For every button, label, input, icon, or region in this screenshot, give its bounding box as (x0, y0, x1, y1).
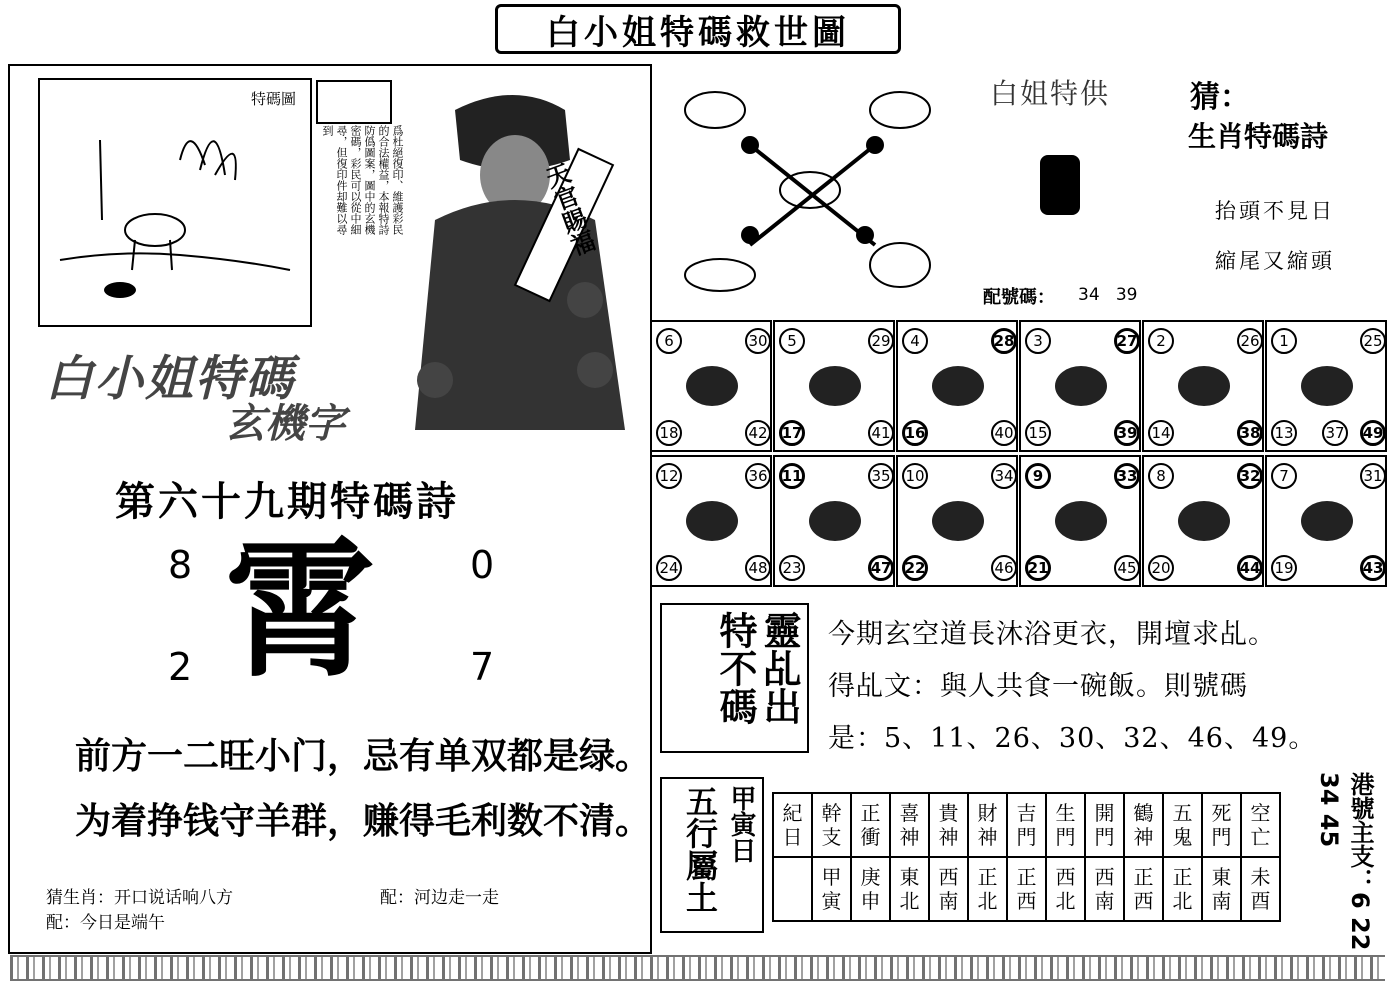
oracle-line-3: 是：5、11、26、30、32、46、49。 (828, 723, 1317, 754)
special-code-picture (38, 78, 312, 327)
picture-label: 特碼圖 (250, 90, 296, 108)
zodiac-poem-line-2: 縮尾又縮頭 (1215, 249, 1335, 273)
zodiac-number: 3 (1025, 328, 1051, 354)
five-elements-box (660, 777, 764, 933)
oracle-badge-text: 靈乩出特不碼 (713, 611, 802, 725)
zodiac-number: 19 (1271, 555, 1297, 581)
guess-line-1: 猜生肖：开口说话响八方 (46, 888, 233, 908)
zodiac-number: 42 (745, 420, 771, 446)
almanac-value-cell: 西南 (929, 857, 968, 921)
zodiac-number: 37 (1322, 420, 1348, 446)
poem-line-2: 为着挣钱守羊群，赚得毛利数不清。 (75, 801, 652, 842)
zodiac-number: 34 (991, 463, 1017, 489)
zodiac-number: 2 (1148, 328, 1174, 354)
almanac-header-cell: 五鬼 (1163, 793, 1202, 857)
page-title: 白小姐特碼救世圖 (495, 4, 901, 54)
zodiac-number: 27 (1114, 328, 1140, 354)
almanac-header-cell: 幹支 (812, 793, 851, 857)
zodiac-cell (1142, 455, 1264, 587)
zodiac-number: 25 (1360, 328, 1386, 354)
pair-numbers-label: 配號碼： (983, 287, 1055, 308)
zodiac-number: 44 (1237, 555, 1263, 581)
almanac-value-cell: 西南 (1085, 857, 1124, 921)
almanac-value-cell: 庚申 (851, 857, 890, 921)
oracle-line-2: 得乩文：與人共食一碗飯。則號碼 (828, 671, 1248, 702)
zodiac-number: 16 (902, 420, 928, 446)
almanac-value-cell: 東北 (890, 857, 929, 921)
zodiac-number: 22 (902, 555, 928, 581)
zodiac-number: 28 (991, 328, 1017, 354)
zodiac-number: 35 (868, 463, 894, 489)
zodiac-cell (1265, 320, 1387, 452)
zodiac-number: 7 (1271, 463, 1297, 489)
zodiac-animal-icon (686, 501, 738, 541)
zodiac-number: 18 (656, 420, 682, 446)
zodiac-number: 41 (868, 420, 894, 446)
almanac-header-cell: 正衝 (851, 793, 890, 857)
zodiac-cell (650, 455, 772, 587)
zodiac-number: 23 (779, 555, 805, 581)
almanac-value-cell: 甲寅 (812, 857, 851, 921)
zodiac-animal-icon (1301, 501, 1353, 541)
zodiac-animal-icon (809, 501, 861, 541)
zodiac-poem-line-1: 抬頭不見日 (1215, 199, 1335, 223)
almanac-header-cell: 鶴神 (1124, 793, 1163, 857)
zodiac-animal-icon (1178, 501, 1230, 541)
zodiac-number: 33 (1114, 463, 1140, 489)
five-elements-left: 五行屬土 (681, 785, 719, 913)
zodiac-number: 32 (1237, 463, 1263, 489)
almanac-header-cell: 死門 (1202, 793, 1241, 857)
almanac-value-cell: 正北 (968, 857, 1007, 921)
zodiac-number: 29 (868, 328, 894, 354)
zodiac-number: 39 (1114, 420, 1140, 446)
almanac-value-cell: 未酉 (1241, 857, 1280, 921)
almanac-value-cell: 正西 (1124, 857, 1163, 921)
guess-line-2: 配：河边走一走 (380, 888, 499, 908)
riddle-silhouette (1040, 155, 1080, 215)
zodiac-number: 13 (1271, 420, 1297, 446)
zodiac-animal-icon (1055, 366, 1107, 406)
zodiac-number: 26 (1237, 328, 1263, 354)
riddle-character: 霄 (225, 522, 376, 698)
zodiac-number: 17 (779, 420, 805, 446)
zodiac-number: 8 (1148, 463, 1174, 489)
ox-reed-illustration (40, 80, 310, 325)
zodiac-animal-icon (1055, 501, 1107, 541)
port-numbers: 港號主支：6 22 34 45 (1315, 772, 1374, 951)
zodiac-cell (773, 320, 895, 452)
digit-bottom-right: 7 (470, 645, 495, 689)
bottom-border (10, 955, 1385, 981)
zodiac-cell (650, 320, 772, 452)
zodiac-cell (1019, 455, 1141, 587)
pair-numbers-value: 34 39 (1078, 285, 1138, 305)
zodiac-number: 11 (779, 463, 805, 489)
almanac-value-cell: 正北 (1163, 857, 1202, 921)
almanac-table (772, 792, 1281, 922)
anti-copy-notice: 爲杜絕復印、維護彩民的合法權益，本報特詩防僞圖案，圖中的玄機密碼，彩民可以從中細尋，但復印件却難以尋到 (321, 125, 404, 235)
zodiac-animal-icon (1178, 366, 1230, 406)
almanac-value-cell: 西北 (1046, 857, 1085, 921)
zodiac-number: 47 (868, 555, 894, 581)
zodiac-number: 38 (1237, 420, 1263, 446)
brand-subtitle: 玄機字 (225, 401, 345, 447)
zodiac-number: 10 (902, 463, 928, 489)
brand-title: 白小姐特碼 (45, 351, 296, 407)
almanac-header-cell: 吉門 (1007, 793, 1046, 857)
supplier-label: 白姐特供 (990, 77, 1111, 110)
zodiac-cell (1265, 455, 1387, 587)
zodiac-number: 5 (779, 328, 805, 354)
almanac-header-cell: 貴神 (929, 793, 968, 857)
zodiac-cell (896, 320, 1018, 452)
zodiac-cell (773, 455, 895, 587)
zodiac-number: 1 (1271, 328, 1297, 354)
digit-bottom-left: 2 (168, 645, 193, 689)
zodiac-number: 43 (1360, 555, 1386, 581)
zodiac-number: 20 (1148, 555, 1174, 581)
almanac-header-cell: 喜神 (890, 793, 929, 857)
zodiac-animal-icon (686, 366, 738, 406)
zodiac-cell (1142, 320, 1264, 452)
zodiac-number: 31 (1360, 463, 1386, 489)
zodiac-animal-icon (1301, 366, 1353, 406)
zodiac-cell (1019, 320, 1141, 452)
notice-box (316, 80, 392, 124)
almanac-value-cell (773, 857, 812, 921)
zodiac-number: 30 (745, 328, 771, 354)
guess-label: 猜： (1190, 80, 1250, 115)
zodiac-cross-diagram (675, 75, 945, 305)
almanac-header-cell: 紀日 (773, 793, 812, 857)
zodiac-number: 24 (656, 555, 682, 581)
zodiac-number: 4 (902, 328, 928, 354)
guess-line-3: 配：今日是端午 (46, 913, 165, 933)
zodiac-animal-icon (809, 366, 861, 406)
zodiac-number: 9 (1025, 463, 1051, 489)
zodiac-poem-heading: 生肖特碼詩 (1188, 120, 1329, 153)
almanac-header-cell: 開門 (1085, 793, 1124, 857)
digit-top-left: 8 (168, 543, 193, 587)
almanac-header-cell: 財神 (968, 793, 1007, 857)
zodiac-number: 45 (1114, 555, 1140, 581)
zodiac-number: 48 (745, 555, 771, 581)
oracle-badge (660, 603, 809, 753)
zodiac-number: 36 (745, 463, 771, 489)
zodiac-number: 40 (991, 420, 1017, 446)
zodiac-animal-icon (932, 366, 984, 406)
zodiac-number: 14 (1148, 420, 1174, 446)
poem-line-1: 前方一二旺小门，忌有单双都是绿。 (75, 736, 652, 777)
zodiac-number: 46 (991, 555, 1017, 581)
blessing-banner: 天官賜福 (538, 159, 599, 260)
zodiac-number: 6 (656, 328, 682, 354)
zodiac-number: 12 (656, 463, 682, 489)
digit-top-right: 0 (470, 543, 495, 587)
almanac-value-cell: 東南 (1202, 857, 1241, 921)
zodiac-number: 21 (1025, 555, 1051, 581)
oracle-line-1: 今期玄空道長沐浴更衣，開壇求乩。 (828, 619, 1276, 650)
zodiac-cell (896, 455, 1018, 587)
zodiac-animal-icon (932, 501, 984, 541)
zodiac-number-grid (650, 320, 1391, 592)
poem-title: 第六十九期特碼詩 (115, 478, 459, 525)
five-elements-right: 甲寅日 (726, 785, 756, 863)
zodiac-number: 49 (1360, 420, 1386, 446)
almanac-value-cell: 正西 (1007, 857, 1046, 921)
almanac-header-cell: 空亡 (1241, 793, 1280, 857)
zodiac-number: 15 (1025, 420, 1051, 446)
almanac-header-cell: 生門 (1046, 793, 1085, 857)
